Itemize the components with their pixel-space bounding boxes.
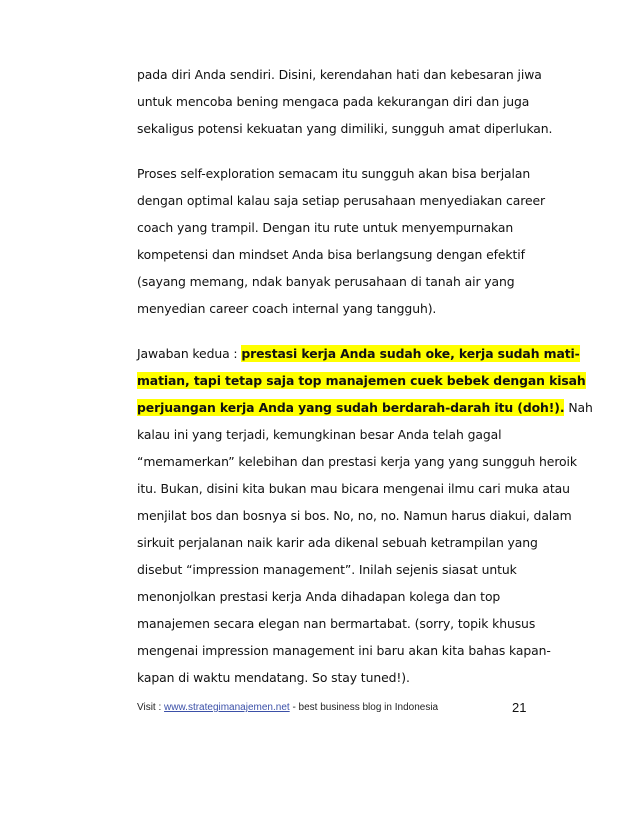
text-line: disebut “impression management”. Inilah sejenis siasat untuk bbox=[137, 562, 517, 577]
text-line: kapan di waktu mendatang. So stay tuned!). bbox=[137, 670, 410, 685]
text-line: coach yang trampil. Dengan itu rute untuk menyempurnakan bbox=[137, 220, 514, 235]
page-footer bbox=[137, 702, 438, 713]
page-number: 21 bbox=[512, 700, 527, 715]
text-line bbox=[137, 345, 580, 363]
text-line: kompetensi dan mindset Anda bisa berlangsung dengan efektif bbox=[137, 247, 525, 262]
text-line: sirkuit perjalanan naik karir ada dikenal sebuah ketrampilan yang bbox=[137, 535, 538, 550]
text-line: mengenai impression management ini baru akan kita bahas kapan- bbox=[137, 643, 551, 658]
text-span: Nah bbox=[564, 400, 593, 415]
text-line: itu. Bukan, disini kita bukan mau bicara mengenai ilmu cari muka atau bbox=[137, 481, 570, 496]
text-line: Proses self-exploration semacam itu sungguh akan bisa berjalan bbox=[137, 166, 531, 181]
highlighted-text: perjuangan kerja Anda yang sudah berdarah-darah itu (doh!). bbox=[137, 400, 565, 415]
text-line: manajemen secara elegan nan bermartabat. (sorry, topik khusus bbox=[137, 616, 536, 631]
text-line: (sayang memang, ndak banyak perusahaan di tanah air yang bbox=[137, 274, 515, 289]
text-line: sekaligus potensi kekuatan yang dimiliki, sungguh amat diperlukan. bbox=[137, 121, 553, 136]
highlighted-text: matian, tapi tetap saja top manajemen cuek bebek dengan kisah bbox=[137, 373, 586, 388]
footer-tagline: - best business blog in Indonesia bbox=[289, 702, 439, 713]
answer-label: Jawaban kedua : bbox=[137, 346, 242, 361]
text-line: menonjolkan prestasi kerja Anda dihadapan kolega dan top bbox=[137, 589, 501, 604]
text-line: menyedian career coach internal yang tangguh). bbox=[137, 301, 437, 316]
text-line: menjilat bos dan bosnya si bos. No, no, no. Namun harus diakui, dalam bbox=[137, 508, 572, 523]
text-line bbox=[137, 372, 586, 390]
text-line: pada diri Anda sendiri. Disini, kerendahan hati dan kebesaran jiwa bbox=[137, 67, 542, 82]
text-line: “memamerkan” kelebihan dan prestasi kerja yang yang sungguh heroik bbox=[137, 454, 577, 469]
highlighted-text: prestasi kerja Anda sudah oke, kerja sudah mati- bbox=[241, 346, 580, 361]
text-line: kalau ini yang terjadi, kemungkinan besar Anda telah gagal bbox=[137, 427, 502, 442]
text-line: untuk mencoba bening mengaca pada kekurangan diri dan juga bbox=[137, 94, 530, 109]
text-line: dengan optimal kalau saja setiap perusahaan menyediakan career bbox=[137, 193, 545, 208]
website-link[interactable]: www.strategimanajemen.net bbox=[164, 702, 290, 713]
text-line bbox=[137, 399, 593, 417]
visit-label: Visit : bbox=[137, 702, 165, 713]
